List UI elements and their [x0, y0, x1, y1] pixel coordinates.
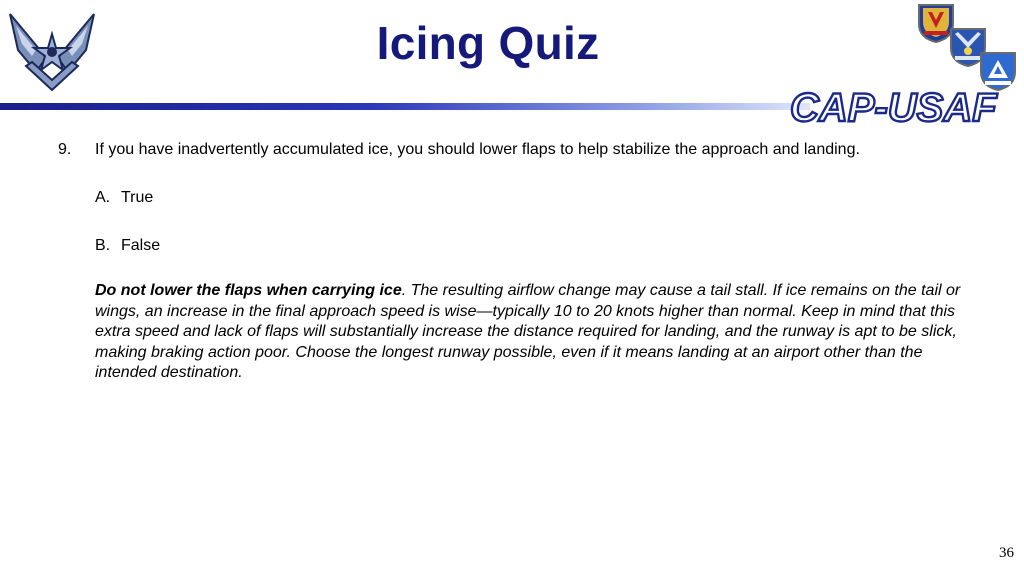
command-shields-group [912, 2, 1022, 94]
choice-text: False [121, 237, 161, 254]
question-text: If you have inadvertently accumulated ice, you should lower flaps to help stabilize the approach and landing. [95, 141, 860, 158]
choice-text: True [121, 189, 154, 206]
page-number: 36 [999, 545, 1014, 561]
question-number: 9. [58, 141, 72, 158]
cap-usaf-logo [786, 83, 1024, 129]
answer-choice-b [95, 237, 160, 255]
answer-choice-a [95, 189, 153, 207]
explanation-body: . The resulting airflow change may cause a tail stall. If ice remains on the tail or wings, an increase in the final approach speed is wise—typically 10 to 20 knots higher than normal. Keep in mind that this extra speed and lack of flaps will substantially increase the distance required for landing, and the runway is apt to be slick, making braking action poor. Choose the longest runway possible, even if it means landing at an airport other than the intended destination. [95, 282, 961, 381]
explanation-lead: Do not lower the flaps when carrying ice [95, 282, 402, 299]
choice-letter: A. [95, 189, 111, 206]
title-divider-rule [0, 103, 810, 110]
choice-letter: B. [95, 237, 111, 254]
cap-usaf-logo-text: CAP-USAF [790, 86, 997, 129]
slide-title: Icing Quiz [376, 17, 600, 69]
answer-explanation [95, 281, 975, 384]
